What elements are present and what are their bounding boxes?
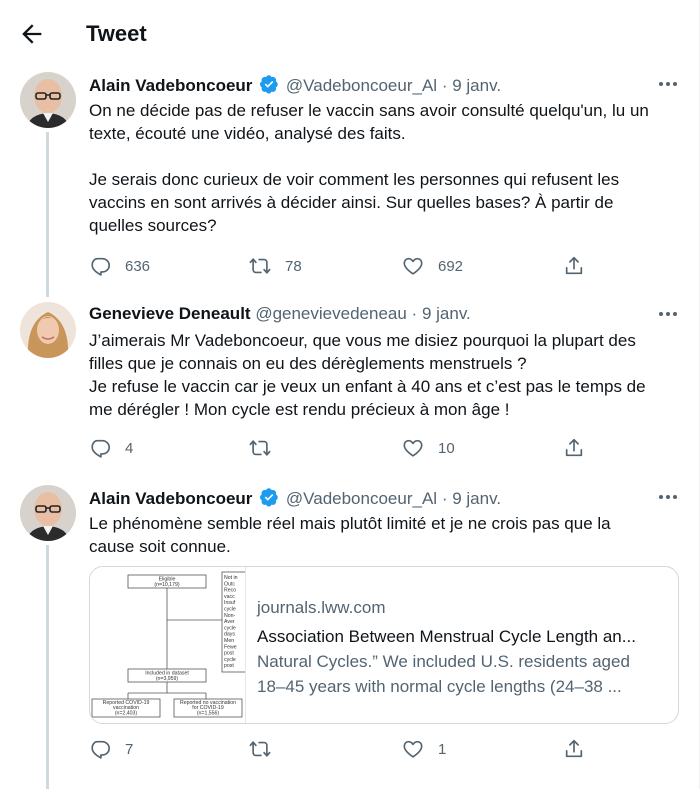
like-button[interactable] <box>402 254 463 278</box>
flow-excluded-item: cycle <box>224 625 236 632</box>
author-name[interactable]: Genevieve Deneault <box>89 304 251 323</box>
tweet-date[interactable]: 9 janv. <box>452 489 502 508</box>
author-handle[interactable]: @Vadeboncoeur_Al <box>285 76 438 95</box>
heart-icon <box>402 255 424 277</box>
reply-count: 4 <box>125 439 134 457</box>
flow-excluded-item: Reco <box>224 587 237 594</box>
tweet-actions <box>89 254 599 278</box>
page-header <box>0 0 700 68</box>
more-options-icon[interactable] <box>656 80 680 88</box>
back-arrow-icon[interactable] <box>18 20 46 48</box>
more-options-icon[interactable] <box>656 310 680 318</box>
share-icon <box>563 738 585 760</box>
more-options-icon[interactable] <box>656 493 680 501</box>
heart-icon <box>402 738 424 760</box>
share-icon <box>563 437 585 459</box>
tweet-text: Le phénomène semble réel mais plutôt limité et je ne crois pas que la cause soit connue. <box>89 514 611 556</box>
like-count: 10 <box>438 439 455 457</box>
retweet-icon <box>249 738 271 760</box>
reply-icon <box>89 255 111 277</box>
tweet-text: J’aimerais Mr Vadeboncoeur, que vous me disiez pourquoi la plupart des filles que je connais on eu des dérèglements menstruels ? Je refuse le vaccin car je veux un enfant à 40 ans et c’est pas le temps de me dérégler ! Mon cycle est rendu précieux à mon âge ! <box>89 331 646 419</box>
tweet-date[interactable]: 9 janv. <box>452 76 502 95</box>
separator-dot: · <box>441 76 448 95</box>
verified-badge-icon <box>259 74 279 94</box>
reply-count: 636 <box>125 257 151 275</box>
flow-excluded-item: post <box>224 650 234 657</box>
card-thumbnail <box>90 567 246 723</box>
author-handle[interactable]: @Vadeboncoeur_Al <box>285 489 438 508</box>
tweet-header <box>89 74 501 96</box>
flow-reported-label2: vaccination <box>113 705 139 711</box>
retweet-button[interactable] <box>249 436 285 460</box>
flow-excluded-item: cycle <box>224 606 236 613</box>
thread-line <box>46 545 49 789</box>
author-handle[interactable]: @genevievedeneau <box>255 304 407 323</box>
avatar[interactable] <box>20 485 76 541</box>
tweet-date[interactable]: 9 janv. <box>421 304 471 323</box>
flow-excluded-item: cycle <box>224 656 236 663</box>
flow-excluded-item: Non- <box>224 612 236 619</box>
tweet-header <box>89 487 501 509</box>
author-name[interactable]: Alain Vadeboncoeur <box>89 76 253 95</box>
flow-excluded-item: Insuf <box>224 600 236 607</box>
card-description-line1: Natural Cycles.” We included U.S. residents aged <box>257 652 630 671</box>
reply-icon <box>89 738 111 760</box>
flow-excluded-item: vacc <box>224 593 235 600</box>
tweet-text: On ne décide pas de refuser le vaccin sans avoir consulté quelqu'un, lu un texte, écouté une vidéo, analysé des faits. Je serais donc curieux de voir comment les personnes qui refusent les vaccins en sont arrivés à décider ainsi. Sur quelles bases? À partir de quelles sources? <box>89 101 649 235</box>
card-title: Association Between Menstrual Cycle Length an... <box>257 627 636 646</box>
reply-button[interactable] <box>89 737 133 761</box>
thread-line <box>46 132 49 297</box>
flow-excluded-item: Fewe <box>224 644 237 651</box>
flow-excluded-item: post <box>224 663 234 670</box>
page-title: Tweet <box>86 21 147 46</box>
reply-button[interactable] <box>89 436 133 460</box>
share-button[interactable] <box>563 436 585 460</box>
flow-eligible-label: Eligible <box>158 576 176 583</box>
like-button[interactable] <box>402 436 455 460</box>
share-button[interactable] <box>563 737 585 761</box>
separator-dot: · <box>441 489 448 508</box>
flow-excluded-item: days <box>224 631 235 638</box>
verified-badge-icon <box>259 487 279 507</box>
retweet-button[interactable] <box>249 737 285 761</box>
heart-icon <box>402 437 424 459</box>
flow-reported-n: (n=2,403) <box>114 710 138 717</box>
flow-excluded-item: Aver <box>224 619 235 626</box>
like-count: 692 <box>438 257 464 275</box>
flow-included-n: (n=3,959) <box>155 676 179 682</box>
reply-button[interactable] <box>89 254 150 278</box>
separator-dot: · <box>411 304 418 323</box>
share-icon <box>563 255 585 277</box>
flow-novax-n: (n=1,556) <box>196 710 220 717</box>
flow-excluded-item: Outc <box>224 581 235 588</box>
flow-excluded-item: Not in <box>224 575 238 581</box>
flow-novax-label: Reported no vaccination <box>180 700 236 706</box>
flow-novax-label2: for COVID-19 <box>192 705 224 711</box>
flow-included-label: Included in dataset <box>145 670 189 677</box>
tweet-actions <box>89 436 599 460</box>
retweet-count: 78 <box>285 257 302 275</box>
like-button[interactable] <box>402 737 446 761</box>
reply-icon <box>89 437 111 459</box>
avatar[interactable] <box>20 302 76 358</box>
share-button[interactable] <box>563 254 585 278</box>
like-count: 1 <box>438 740 447 758</box>
flow-eligible-n: (n=10,179) <box>154 582 180 588</box>
author-name[interactable]: Alain Vadeboncoeur <box>89 489 253 508</box>
card-domain: journals.lww.com <box>257 598 386 617</box>
flow-excluded-item: Men <box>224 638 235 644</box>
retweet-icon <box>249 437 271 459</box>
retweet-button[interactable] <box>249 254 302 278</box>
avatar[interactable] <box>20 72 76 128</box>
flow-reported-label: Reported COVID-19 <box>102 700 150 706</box>
link-preview-card[interactable] <box>89 566 679 724</box>
card-description-line2: 18–45 years with normal cycle lengths (24–38 ... <box>257 677 622 696</box>
tweet-header <box>89 304 471 324</box>
card-body <box>257 597 667 699</box>
tweet-actions <box>89 737 599 761</box>
reply-count: 7 <box>125 740 134 758</box>
retweet-icon <box>249 255 271 277</box>
